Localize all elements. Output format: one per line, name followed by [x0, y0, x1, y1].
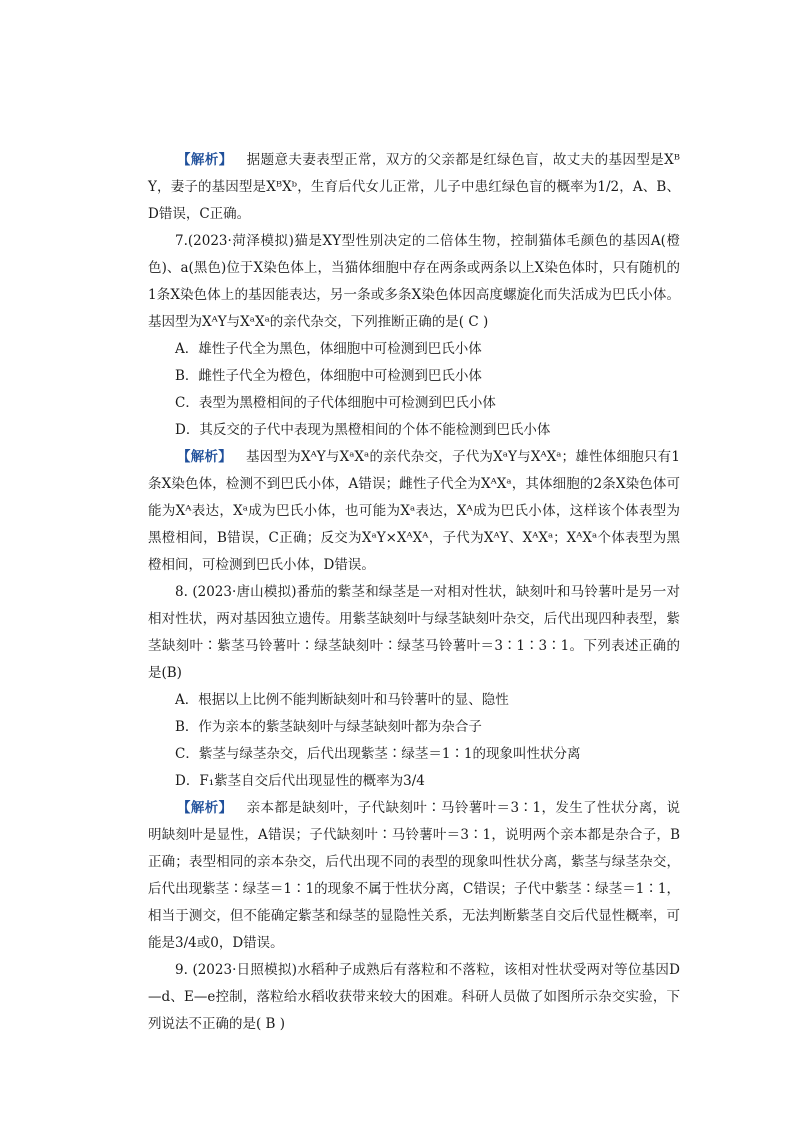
q8-analysis [148, 795, 680, 957]
q6-analysis-text: 据题意夫妻表型正常，双方的父亲都是红绿色盲，故丈夫的基因型是XᴮY，妻子的基因型是XᴮXᵇ，生育后代女儿正常，儿子中患红绿色盲的概率为1/2，A、B、D错误，C正确。 [148, 152, 681, 222]
q7-option-c: C．表型为黑橙相间的子代体细胞中可检测到巴氏小体 [175, 395, 496, 411]
analysis-tag: 【解析】 [177, 449, 232, 465]
q7-analysis-text: 基因型为XᴬY与XᵃXᵃ的亲代杂交，子代为XᵃY与XᴬXᵃ；雄性体细胞只有1条X染色体，检测不到巴氏小体，A错误；雌性子代全为XᴬXᵃ，其体细胞的2条X染色体可能为Xᴬ表达，Xᵃ成为巴氏小体，也可能为Xᵃ表达，Xᴬ成为巴氏小体，这样该个体表型为黑橙相间，B错误，C正确；反交为XᵃY×XᴬXᴬ，子代为XᴬY、XᴬXᵃ；XᴬXᵃ个体表型为黑橙相间，可检测到巴氏小体，D错误。 [148, 449, 681, 573]
q8-option-d: D．F₁紫茎自交后代出现显性的概率为3/4 [175, 773, 425, 789]
q8-analysis-text: 亲本都是缺刻叶，子代缺刻叶∶马铃薯叶＝3∶1，发生了性状分离，说明缺刻叶是显性，A错误；子代缺刻叶∶马铃薯叶＝3∶1，说明两个亲本都是杂合子，B正确；表型相同的亲本杂交，后代出现不同的表型的现象叫性状分离，紫茎与绿茎杂交，后代出现紫茎∶绿茎＝1∶1的现象不属于性状分离，C错误；子代中紫茎∶绿茎＝1∶1，相当于测交，但不能确定紫茎和绿茎的显隐性关系，无法判断紫茎自交后代显性概率，可能是3/4或0，D错误。 [148, 800, 680, 951]
q8-option-b: B．作为亲本的紫茎缺刻叶与绿茎缺刻叶都为杂合子 [175, 719, 482, 735]
q8-stem: 8. (2023·唐山模拟)番茄的紫茎和绿茎是一对相对性状，缺刻叶和马铃薯叶是另一对相对性状，两对基因独立遗传。用紫茎缺刻叶与绿茎缺刻叶杂交，后代出现四种表型，紫茎缺刻叶∶紫茎马铃薯叶∶绿茎缺刻叶∶绿茎马铃薯叶＝3∶1∶3∶1。下列表述正确的是(B) [148, 584, 680, 681]
analysis-tag: 【解析】 [177, 800, 233, 816]
q6-analysis [148, 147, 680, 228]
q7-option-d: D．其反交的子代中表现为黑橙相间的个体不能检测到巴氏小体 [175, 422, 551, 438]
q7-stem: 7.(2023·菏泽模拟)猫是XY型性别决定的二倍体生物，控制猫体毛颜色的基因A(橙色)、a(黑色)位于X染色体上，当猫体细胞中存在两条或两条以上X染色体时，只有随机的1条X染色体上的基因能表达，另一条或多条X染色体因高度螺旋化而失活成为巴氏小体。基因型为XᴬY与XᵃXᵃ的亲代杂交，下列推断正确的是( C ) [148, 233, 680, 330]
q8-option-a: A．根据以上比例不能判断缺刻叶和马铃薯叶的显、隐性 [175, 692, 509, 708]
q8-option-c: C．紫茎与绿茎杂交，后代出现紫茎∶绿茎＝1∶1的现象叫性状分离 [175, 746, 581, 762]
q7-option-b: B．雌性子代全为橙色，体细胞中可检测到巴氏小体 [175, 368, 482, 384]
q9-stem: 9. (2023·日照模拟)水稻种子成熟后有落粒和不落粒，该相对性状受两对等位基因D—d、E—e控制，落粒给水稻收获带来较大的困难。科研人员做了如图所示杂交实验，下列说法不正确的是( B ) [148, 962, 680, 1032]
q7-option-a: A．雄性子代全为黑色，体细胞中可检测到巴氏小体 [175, 341, 482, 357]
document-body [148, 147, 680, 1038]
q7-analysis [148, 444, 680, 579]
analysis-tag: 【解析】 [177, 152, 233, 168]
